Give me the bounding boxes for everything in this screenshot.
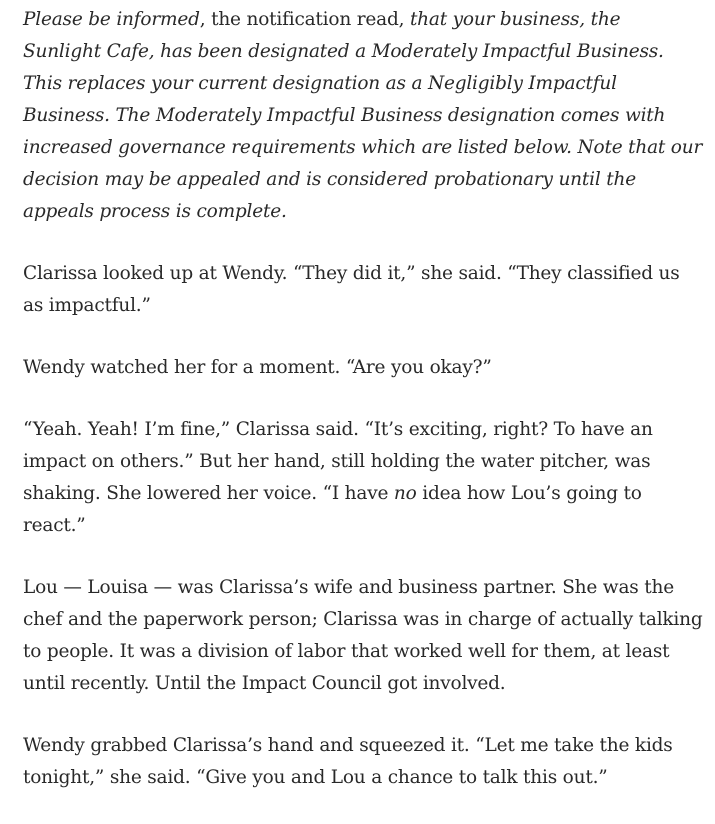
notification-paragraph — [23, 4, 703, 228]
narrative-paragraph-lou: Lou — Louisa — was Clarissa’s wife and business partner. She was the chef and the paperwork person; Clarissa was in charge of actually talking to people. It was a division of labor that worked well for them, at least until recently. Until the Impact Council got involved. — [23, 577, 703, 694]
reaction-text-start: “Yeah. Yeah! I’m fine,” Clarissa said. “It’s exciting, right? To have an impact on others.” But her hand, still holding the water pitcher, was shaking. She lowered her voice. “I have — [23, 419, 653, 504]
notification-attribution: , the notification read, — [199, 9, 410, 30]
reaction-text-end: idea how Lou’s going to react.” — [23, 483, 642, 536]
notification-text: that your business, the Sunlight Cafe, has been designated a Moderately Impactful Business. This replaces your current designation as a Negligibly Impactful Business. The Moderately Impactful Business designation comes with increased governance requirements which are listed below. Note that our decision may be appealed and is considered probationary until the appeals process is complete. — [23, 9, 703, 222]
emphasis-no: no — [393, 483, 417, 504]
dialogue-paragraph-kids: Wendy grabbed Clarissa’s hand and squeezed it. “Let me take the kids tonight,” she said. “Give you and Lou a chance to talk this out.” — [23, 735, 673, 788]
dialogue-paragraph-reaction — [23, 414, 703, 542]
article-body — [23, 4, 703, 824]
dialogue-paragraph-wendy: Wendy watched her for a moment. “Are you okay?” — [23, 357, 492, 378]
notification-opening: Please be informed — [23, 9, 200, 30]
dialogue-paragraph-clarissa: Clarissa looked up at Wendy. “They did it,” she said. “They classified us as impactful.” — [23, 263, 680, 316]
